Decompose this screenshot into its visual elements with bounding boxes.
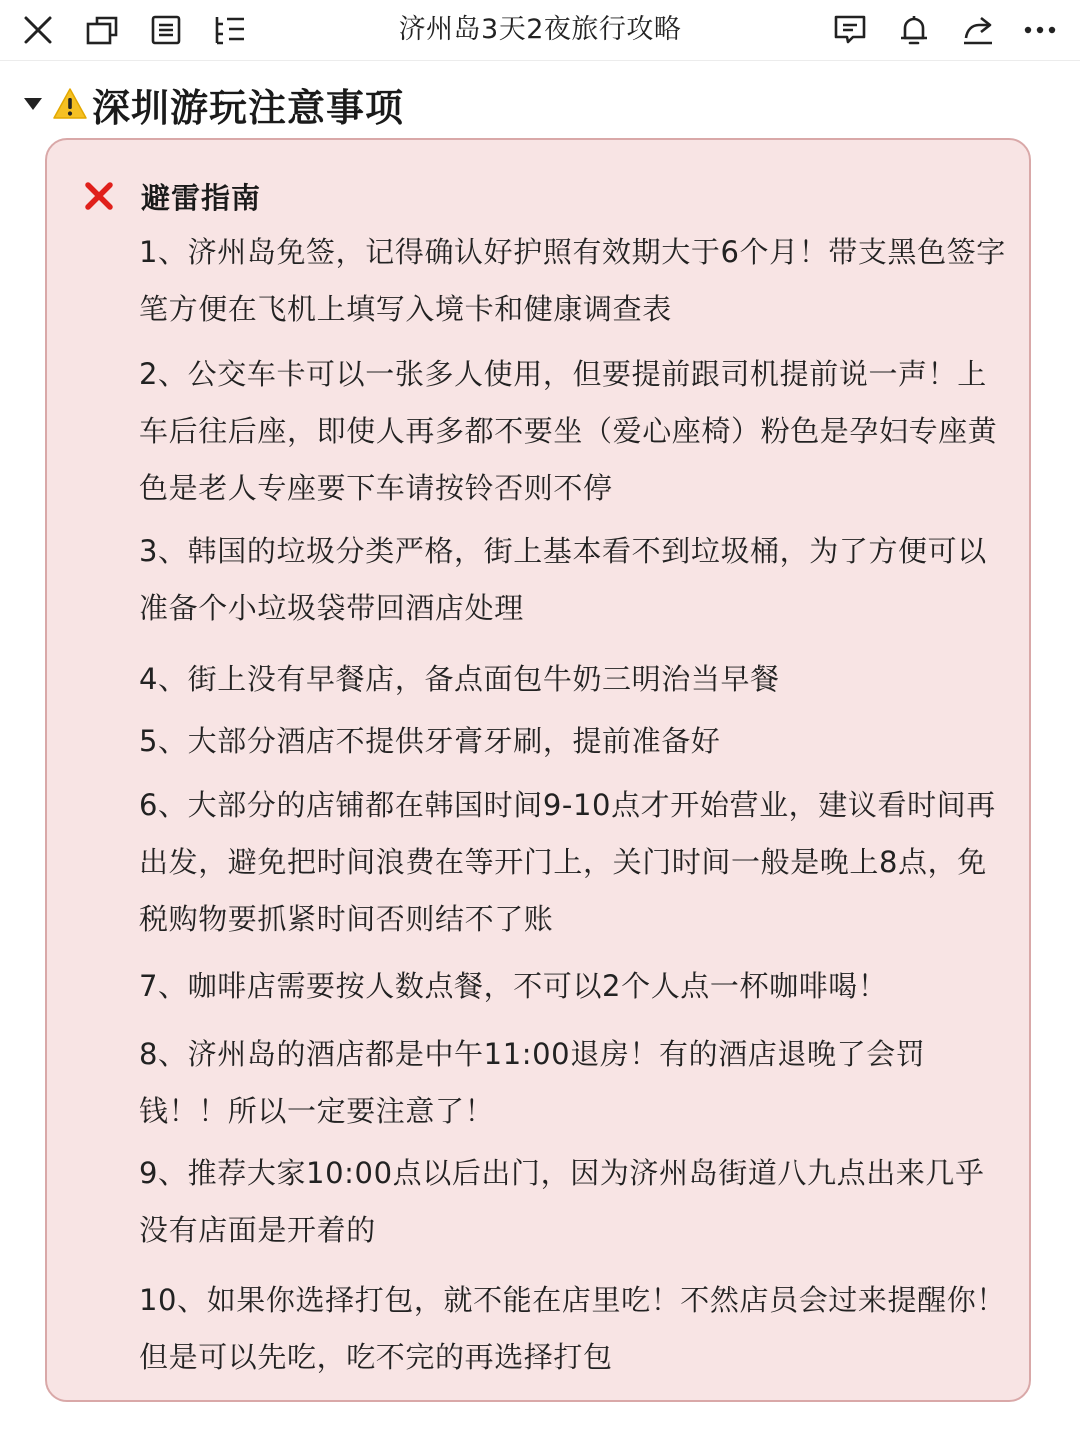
tip-item-7: 7、咖啡店需要按人数点餐，不可以2个人点一杯咖啡喝！ [139,969,888,1003]
tip-item-6: 6、大部分的店铺都在韩国时间9-10点才开始营业，建议看时间再出发，避免把时间浪费在等开门上，关门时间一般是晚上8点，免税购物要抓紧时间否则结不了账 [139,788,996,936]
tip-item-3: 3、韩国的垃圾分类严格，街上基本看不到垃圾桶，为了方便可以准备个小垃圾袋带回酒店处理 [139,534,987,625]
tip-item-2: 2、公交车卡可以一张多人使用，但要提前跟司机提前说一声！上车后往后座，即使人再多都不要坐（爱心座椅）粉色是孕妇专座黄色是老人专座要下车请按铃否则不停 [139,357,998,505]
collapse-toggle[interactable] [24,98,42,110]
tip-item-10: 10、如果你选择打包，就不能在店里吃！不然店员会过来提醒你！但是可以先吃，吃不完的再选择打包 [139,1283,1006,1374]
bell-icon[interactable] [894,10,934,50]
page-title: 济州岛3天2夜旅行攻略 [398,14,682,45]
cross-icon [83,180,115,212]
tip-item-4: 4、街上没有早餐店，备点面包牛奶三明治当早餐 [139,662,780,696]
tip-item-5: 5、大部分酒店不提供牙膏牙刷，提前准备好 [139,724,721,758]
list-icon[interactable] [146,10,186,50]
tip-item-1: 1、济州岛免签，记得确认好护照有效期大于6个月！带支黑色签字笔方便在飞机上填写入境卡和健康调查表 [139,235,1006,326]
callout-box [45,138,1031,1402]
callout-title: 避雷指南 [141,180,262,215]
close-icon[interactable] [18,10,58,50]
warning-icon [52,86,88,122]
more-icon[interactable] [1020,10,1060,50]
comment-icon[interactable] [830,10,870,50]
tip-item-9: 9、推荐大家10:00点以后出门，因为济州岛街道八九点出来几乎没有店面是开着的 [139,1156,985,1247]
section-title: 深圳游玩注意事项 [92,85,405,130]
share-icon[interactable] [958,10,998,50]
callout-header [83,176,261,216]
section-heading [20,78,404,130]
window-icon[interactable] [82,10,122,50]
outline-icon[interactable] [210,10,250,50]
top-toolbar [0,0,1080,61]
tip-item-8: 8、济州岛的酒店都是中午11:00退房！有的酒店退晚了会罚钱！！所以一定要注意了！ [139,1037,926,1128]
